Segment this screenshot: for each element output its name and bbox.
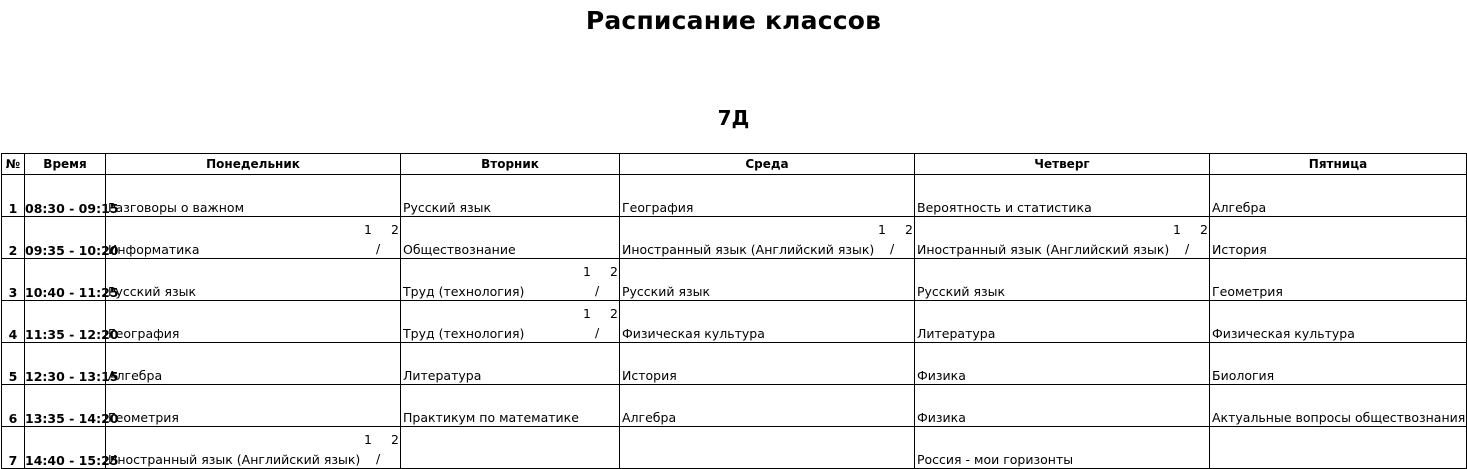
schedule-cell-tuesday xyxy=(401,385,620,427)
table-row xyxy=(2,427,1467,469)
subject-name: Русский язык xyxy=(403,200,492,215)
schedule-cell-thursday xyxy=(915,385,1210,427)
group-1-label: 1 xyxy=(583,306,591,321)
schedule-cell-tuesday xyxy=(401,427,620,469)
header-row xyxy=(2,154,1467,175)
lesson-number: 4 xyxy=(2,301,25,343)
subject-name: Физическая культура xyxy=(622,326,765,341)
schedule-cell-wednesday xyxy=(620,301,915,343)
schedule-cell-monday xyxy=(106,427,401,469)
lesson-number: 2 xyxy=(2,217,25,259)
header-time: Время xyxy=(25,154,106,175)
schedule-cell-friday xyxy=(1210,427,1467,469)
schedule-cell-wednesday xyxy=(620,343,915,385)
schedule-cell-friday xyxy=(1210,259,1467,301)
group-2-label: 2 xyxy=(391,222,399,237)
schedule-cell-tuesday xyxy=(401,259,620,301)
schedule-cell-monday xyxy=(106,301,401,343)
lesson-time: 14:40 - 15:25 xyxy=(25,427,106,469)
schedule-cell-tuesday xyxy=(401,175,620,217)
schedule-cell-monday xyxy=(106,343,401,385)
group-2-label: 2 xyxy=(1200,222,1208,237)
lesson-number: 3 xyxy=(2,259,25,301)
table-row xyxy=(2,343,1467,385)
schedule-cell-thursday xyxy=(915,259,1210,301)
schedule-cell-thursday xyxy=(915,301,1210,343)
group-separator: / xyxy=(595,283,600,298)
subject-name: Алгебра xyxy=(108,368,163,383)
subject-name: Физическая культура xyxy=(1212,326,1355,341)
group-1-label: 1 xyxy=(1173,222,1181,237)
schedule-cell-wednesday xyxy=(620,385,915,427)
subject-name: Актуальные вопросы обществознания xyxy=(1212,410,1466,425)
subject-name: Практикум по математике xyxy=(403,410,579,425)
subject-name: Биология xyxy=(1212,368,1275,383)
subject-name: Вероятность и статистика xyxy=(917,200,1092,215)
header-monday: Понедельник xyxy=(106,154,401,175)
table-row xyxy=(2,175,1467,217)
subject-name: Физика xyxy=(917,368,966,383)
lesson-time: 11:35 - 12:20 xyxy=(25,301,106,343)
group-separator: / xyxy=(890,241,895,256)
schedule-cell-wednesday xyxy=(620,217,915,259)
schedule-cell-monday xyxy=(106,217,401,259)
schedule-cell-tuesday xyxy=(401,301,620,343)
group-separator: / xyxy=(1185,241,1190,256)
subject-name: Иностранный язык (Английский язык) xyxy=(917,242,1170,257)
group-2-label: 2 xyxy=(905,222,913,237)
table-row xyxy=(2,217,1467,259)
lesson-time: 10:40 - 11:25 xyxy=(25,259,106,301)
subject-name: Россия - мои горизонты xyxy=(917,452,1074,467)
schedule-cell-wednesday xyxy=(620,259,915,301)
subject-name: Физика xyxy=(917,410,966,425)
schedule-cell-thursday xyxy=(915,217,1210,259)
subject-name: История xyxy=(1212,242,1267,257)
subject-name: Алгебра xyxy=(1212,200,1267,215)
subject-name: Геометрия xyxy=(108,410,179,425)
table-row xyxy=(2,301,1467,343)
subject-name: Русский язык xyxy=(108,284,197,299)
subject-name: Русский язык xyxy=(622,284,711,299)
lesson-time: 13:35 - 14:20 xyxy=(25,385,106,427)
schedule-body xyxy=(2,175,1467,469)
group-1-label: 1 xyxy=(364,432,372,447)
group-2-label: 2 xyxy=(610,264,618,279)
schedule-cell-thursday xyxy=(915,343,1210,385)
schedule-cell-friday xyxy=(1210,217,1467,259)
table-row xyxy=(2,259,1467,301)
subject-name: Иностранный язык (Английский язык) xyxy=(622,242,875,257)
group-separator: / xyxy=(376,451,381,466)
page-title: Расписание классов xyxy=(585,6,882,35)
subject-name: История xyxy=(622,368,677,383)
group-separator: / xyxy=(595,325,600,340)
group-separator: / xyxy=(376,241,381,256)
subject-name: Труд (технология) xyxy=(403,284,525,299)
subject-name: География xyxy=(108,326,180,341)
group-2-label: 2 xyxy=(610,306,618,321)
subject-name: Труд (технология) xyxy=(403,326,525,341)
lesson-number: 6 xyxy=(2,385,25,427)
lesson-number: 5 xyxy=(2,343,25,385)
schedule-cell-friday xyxy=(1210,175,1467,217)
schedule-cell-thursday xyxy=(915,427,1210,469)
schedule-cell-tuesday xyxy=(401,343,620,385)
subject-name: Алгебра xyxy=(622,410,677,425)
schedule-cell-monday xyxy=(106,175,401,217)
header-tuesday: Вторник xyxy=(401,154,620,175)
group-1-label: 1 xyxy=(364,222,372,237)
schedule-cell-friday xyxy=(1210,301,1467,343)
lesson-number: 1 xyxy=(2,175,25,217)
header-friday: Пятница xyxy=(1210,154,1467,175)
header-wednesday: Среда xyxy=(620,154,915,175)
group-1-label: 1 xyxy=(583,264,591,279)
group-2-label: 2 xyxy=(391,432,399,447)
lesson-time: 12:30 - 13:15 xyxy=(25,343,106,385)
header-num: № xyxy=(2,154,25,175)
group-1-label: 1 xyxy=(878,222,886,237)
lesson-time: 09:35 - 10:20 xyxy=(25,217,106,259)
subject-name: Литература xyxy=(917,326,996,341)
subject-name: Русский язык xyxy=(917,284,1006,299)
subject-name: Литература xyxy=(403,368,482,383)
subject-name: Иностранный язык (Английский язык) xyxy=(108,452,361,467)
schedule-cell-monday xyxy=(106,259,401,301)
schedule-cell-monday xyxy=(106,385,401,427)
lesson-time: 08:30 - 09:15 xyxy=(25,175,106,217)
schedule-cell-tuesday xyxy=(401,217,620,259)
lesson-number: 7 xyxy=(2,427,25,469)
class-name: 7Д xyxy=(717,106,750,130)
schedule-cell-friday xyxy=(1210,343,1467,385)
schedule-cell-wednesday xyxy=(620,175,915,217)
table-row xyxy=(2,385,1467,427)
schedule-table xyxy=(1,153,1467,469)
schedule-cell-friday xyxy=(1210,385,1467,427)
subject-name: Информатика xyxy=(108,242,200,257)
schedule-cell-wednesday xyxy=(620,427,915,469)
subject-name: География xyxy=(622,200,694,215)
schedule-cell-thursday xyxy=(915,175,1210,217)
subject-name: Геометрия xyxy=(1212,284,1283,299)
subject-name: Разговоры о важном xyxy=(108,200,245,215)
header-thursday: Четверг xyxy=(915,154,1210,175)
subject-name: Обществознание xyxy=(403,242,516,257)
